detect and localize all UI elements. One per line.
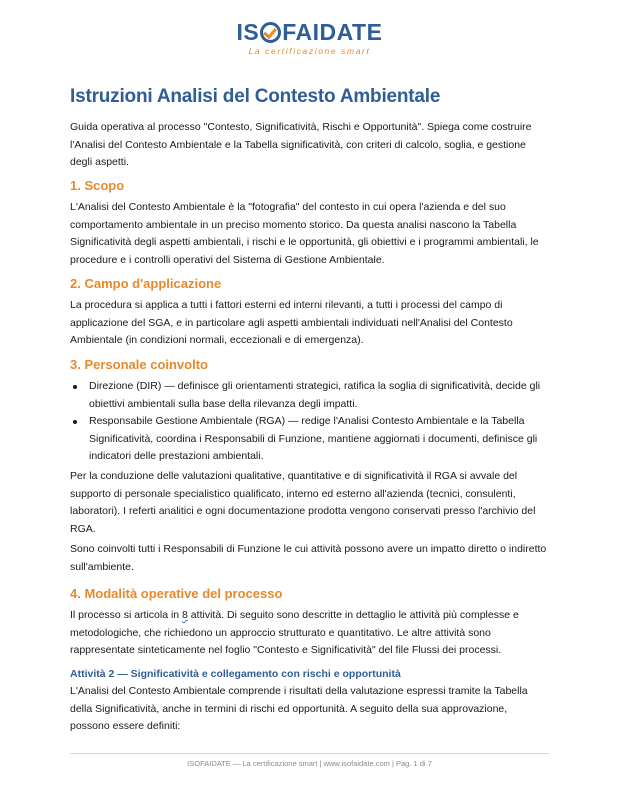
activity-count: 8 [182, 609, 188, 621]
section-heading-personale: 3. Personale coinvolto [70, 357, 208, 372]
logo-word-end: FAIDATE [282, 19, 383, 45]
attivita-2-paragraph: L'Analisi del Contesto Ambientale comprende i risultati della valutazione espressi tramite la Tabella della Significatività, anche in termini di rischi ed opportunità. A seguito della sua approvazione, possono essere definiti: [70, 685, 528, 732]
logo-tagline: La certificazione smart [248, 46, 371, 56]
intro-paragraph: Guida operativa al processo "Contesto, Significatività, Rischi e Opportunità". Spiega come costruire l'Analisi del Contesto Ambientale e la Tabella significatività, con criteri di calcolo, soglia, e gestione degli aspetti. [70, 121, 532, 168]
subsection-heading-attivita-2: Attività 2 — Significatività e collegamento con rischi e opportunità [70, 668, 401, 680]
footer-divider [70, 753, 549, 754]
scopo-paragraph: L'Analisi del Contesto Ambientale è la "fotografia" del contesto in cui opera l'azienda e del suo comportamento ambientale in un preciso momento storico. Da questa analisi nascono la Tabella Significatività degli aspetti ambientali, i rischi e le opportunità, gli obiettivi e i programmi ambientali, le procedure e i controlli operativi del Sistema di Gestione Ambientale. [70, 201, 539, 266]
personale-paragraph-2: Sono coinvolti tutti i Responsabili di Funzione le cui attività possono avere un impatto diretto o indiretto sull'ambiente. [70, 543, 547, 573]
campo-paragraph: La procedura si applica a tutti i fattori esterni ed interni rilevanti, a tutti i processi del campo di applicazione del SGA, e in particolare agli aspetti ambientali individuati nell'Analisi del Contesto Ambientale (in condizioni normali, eccezionali e di emergenza). [70, 299, 513, 346]
modalita-text-end: attività. Di seguito sono descritte in dettaglio le attività più complesse e metodologiche, che richiedono un approccio strutturato e quantitativo. Le altre attività sono rappresentate sinteticamente nel foglio "Contesto e Significatività" del file Flussi dei processi. [70, 609, 519, 656]
section-heading-campo: 2. Campo d'applicazione [70, 276, 222, 291]
list-item: Responsabile Gestione Ambientale (RGA) — redige l'Analisi Contesto Ambientale e la Tabella Significatività, coordina i Responsabili di Funzione, mantiene aggiornati i documenti, definisce gli indicatori delle prestazioni ambientali. [70, 413, 548, 466]
logo-word-start: IS [236, 19, 260, 45]
page-footer: ISOFAIDATE — La certificazione smart | www.isofaidate.com | Pag. 1 di 7 [187, 759, 432, 768]
personale-list [70, 378, 548, 466]
check-circle-icon [260, 22, 281, 43]
section-heading-scopo: 1. Scopo [70, 178, 125, 193]
modalita-text-start: Il processo si articola in [70, 609, 183, 621]
document-title: Istruzioni Analisi del Contesto Ambientale [70, 86, 441, 107]
modalita-paragraph [70, 607, 548, 660]
logo-wordmark [237, 18, 383, 46]
section-heading-modalita: 4. Modalità operative del processo [70, 586, 283, 601]
personale-paragraph-1: Per la conduzione delle valutazioni qualitative, quantitative e di significatività il RGA si avvale del supporto di personale specialistico qualificato, interno ed esterno all'azienda (tecnici, consulenti, laboratori). I referti analitici e ogni documentazione prodotta vengono conservati presso l'archivio del RGA. [70, 470, 536, 535]
logo [0, 18, 619, 56]
list-item: Direzione (DIR) — definisce gli orientamenti strategici, ratifica la soglia di significatività, decide gli obiettivi ambientali sulla base della rilevanza degli impatti. [70, 378, 548, 413]
